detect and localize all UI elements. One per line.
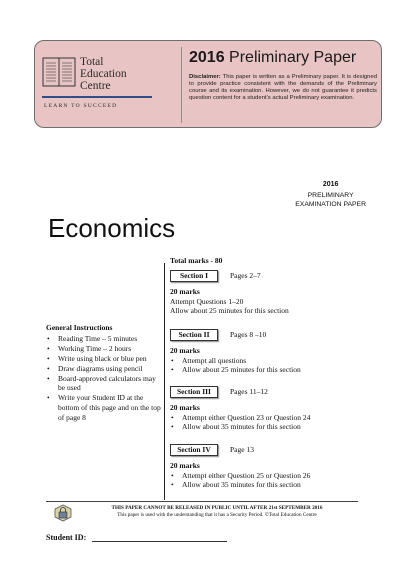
paper-title-text: Preliminary Paper: [229, 49, 357, 66]
section-pages: Page 13: [230, 445, 254, 454]
exam-meta-line1: PRELIMINARY: [307, 192, 354, 199]
instruction-item: • Write your Student ID at the bottom of this page and on the top of page 8: [46, 393, 161, 423]
section-pages: Pages 11–12: [230, 387, 268, 396]
header-panel: [34, 40, 382, 128]
logo-name-line1: Total: [80, 56, 104, 68]
exam-year: 2016: [322, 181, 339, 188]
section-marks: 20 marks: [170, 461, 200, 470]
section-marks: 20 marks: [170, 346, 200, 355]
section-marks: 20 marks: [170, 403, 200, 412]
section-line: Attempt Questions 1–20: [170, 296, 244, 306]
disclaimer-label: Disclaimer:: [189, 74, 221, 80]
subject-title: Economics: [48, 213, 176, 243]
section-1: [170, 270, 289, 316]
section-3: [170, 386, 310, 432]
instruction-item: • Reading Time – 5 minutes: [46, 334, 161, 344]
instruction-item: • Working Time – 2 hours: [46, 344, 161, 354]
section-label: Section IV: [170, 444, 218, 456]
security-lock-icon: [54, 504, 72, 522]
open-book-icon: [42, 55, 76, 89]
release-notice: [82, 505, 352, 519]
total-marks: Total marks - 80: [170, 256, 223, 265]
section-pages: Pages 2–7: [230, 271, 261, 280]
paper-year: 2016: [189, 49, 225, 66]
section-bullet: • Allow about 25 minutes for this section: [170, 365, 301, 375]
total-education-centre-logo: [42, 55, 152, 117]
section-label: Section III: [170, 386, 218, 398]
column-divider: [164, 263, 165, 500]
section-bullet: • Allow about 35 minutes for this section: [170, 422, 310, 432]
instruction-item: • Board-approved calculators may be used: [46, 374, 161, 394]
section-pages: Pages 8 –10: [230, 330, 267, 339]
logo-tagline: LEARN TO SUCCEED: [44, 103, 118, 109]
section-4: [170, 444, 310, 490]
disclaimer: [189, 74, 377, 102]
section-line: Allow about 25 minutes for this section: [170, 306, 289, 316]
section-bullet: • Attempt either Question 23 or Question 24: [170, 413, 310, 423]
header-divider: [181, 47, 182, 123]
section-label: Section II: [170, 329, 218, 341]
section-bullet: • Attempt all questions: [170, 356, 301, 366]
logo-name: [80, 56, 127, 92]
release-notice-text: THIS PAPER CANNOT BE RELEASED IN PUBLIC UNTIL AFTER 21st SEPTEMBER 2016: [111, 505, 323, 511]
general-instructions-title: General Instructions: [46, 323, 113, 332]
exam-meta: [295, 180, 366, 209]
footer-rule: [46, 501, 358, 502]
section-marks: 20 marks: [170, 287, 200, 296]
section-bullet: • Allow about 35 minutes for this section: [170, 480, 310, 490]
student-id-field[interactable]: [92, 541, 227, 542]
logo-rule: [42, 96, 152, 98]
paper-title: [189, 49, 356, 67]
section-label: Section I: [170, 270, 218, 282]
general-instructions-list: [46, 334, 161, 423]
section-bullet: • Attempt either Question 25 or Question 26: [170, 471, 310, 481]
logo-name-line3: Centre: [80, 80, 111, 92]
security-notice-text: This paper is used with the understanding that it has a Security Period. ©Total Education Centre: [117, 512, 317, 518]
general-instructions: [46, 323, 161, 423]
exam-meta-line2: EXAMINATION PAPER: [295, 201, 366, 208]
section-2: [170, 329, 301, 375]
logo-name-line2: Education: [80, 68, 127, 80]
instruction-item: • Write using black or blue pen: [46, 354, 161, 364]
student-id-label: Student ID:: [46, 533, 87, 542]
instruction-item: • Draw diagrams using pencil: [46, 364, 161, 374]
disclaimer-text: This paper is written as a Preliminary paper. It is designed to provide practice consistent with the demands of the Preliminary course and its examination. However, we do not guarantee it predicts question content for a student's actual Preliminary examination.: [189, 74, 377, 102]
